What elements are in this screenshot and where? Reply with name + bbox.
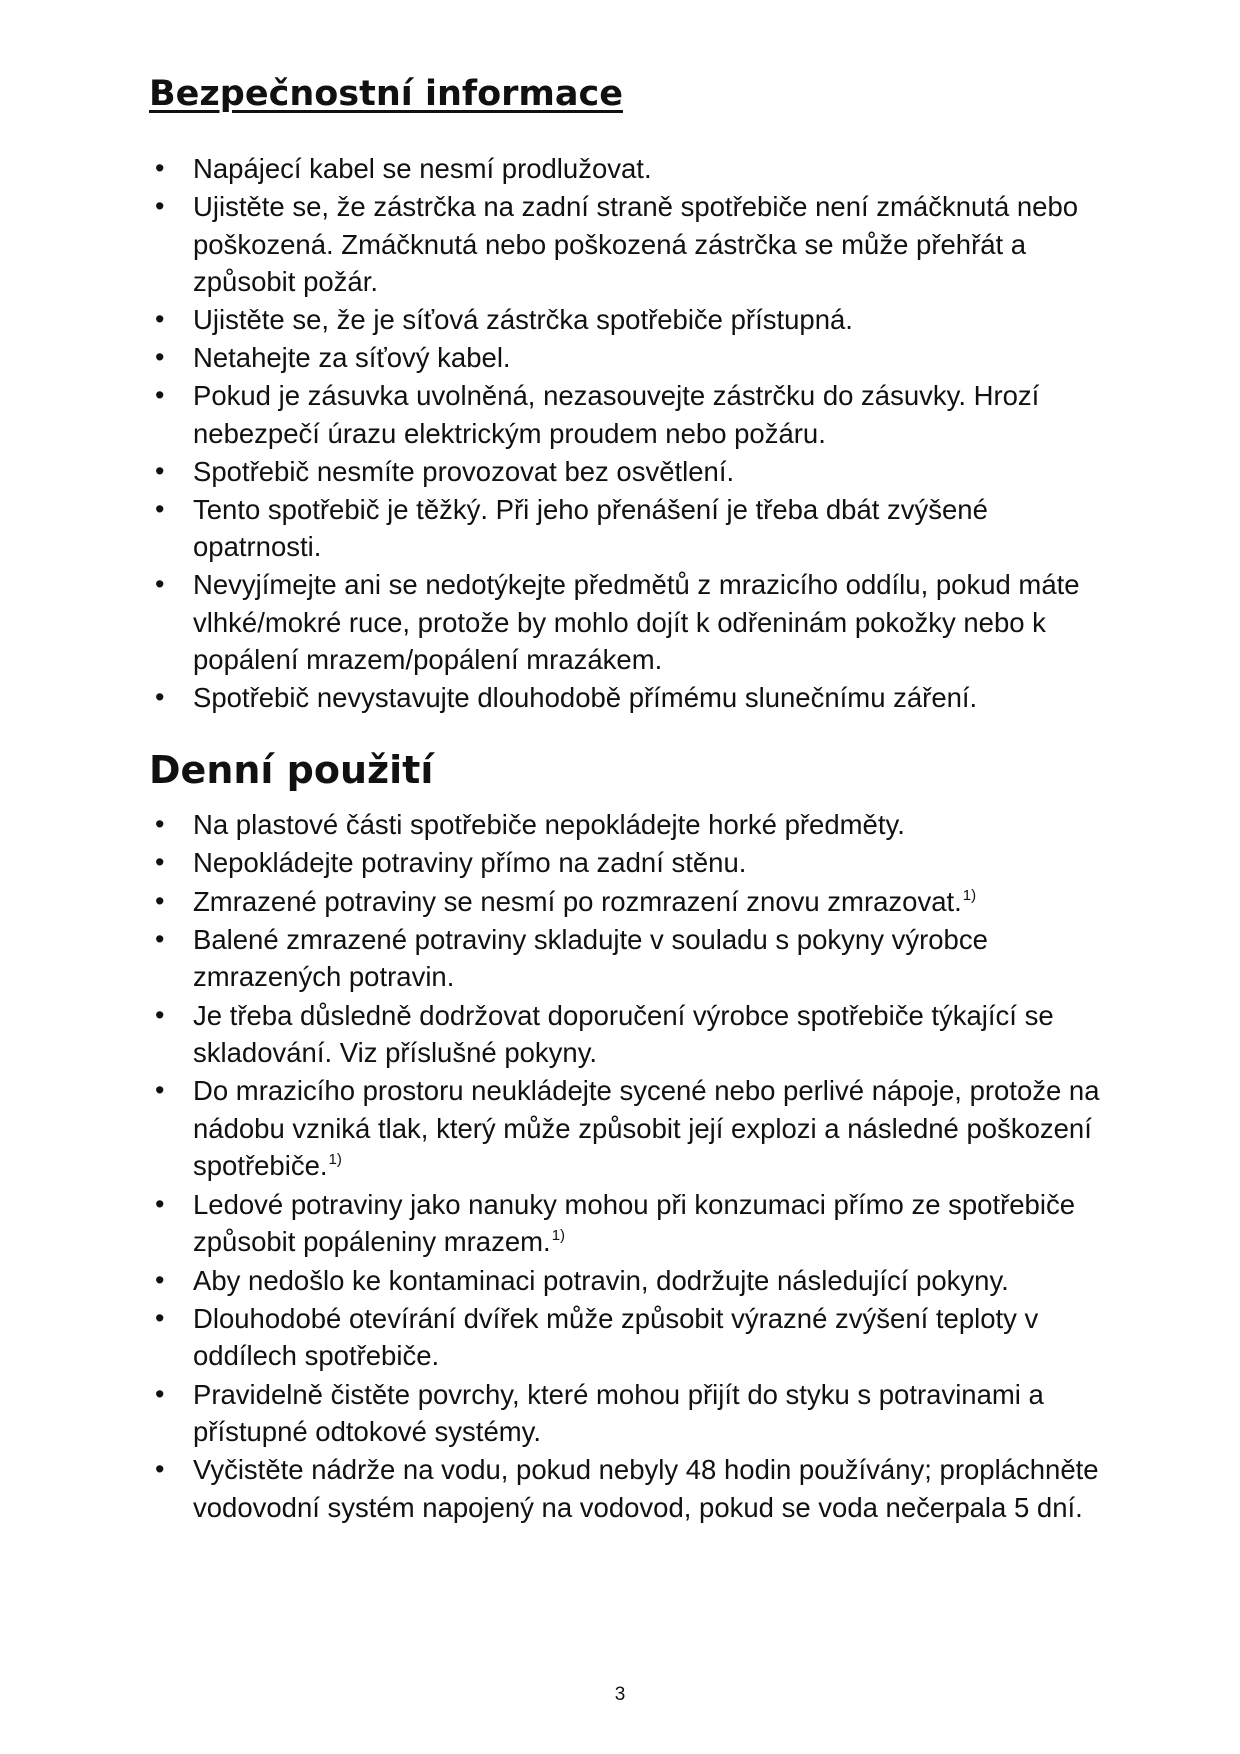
list-item: • Vyčistěte nádrže na vodu, pokud nebyly 48 hodin používány; propláchněte vodovodní systém napojený na vodovod, pokud se voda nečerpala 5 dní. <box>155 1451 1105 1526</box>
list-item: • Je třeba důsledně dodržovat doporučení výrobce spotřebiče týkající se skladování. Viz příslušné pokyny. <box>155 997 1105 1072</box>
safety-list <box>155 150 1105 717</box>
list-item: • Pokud je zásuvka uvolněná, nezasouvejte zástrčku do zásuvky. Hrozí nebezpečí úrazu elektrickým proudem nebo požáru. <box>155 377 1105 452</box>
list-item: • Ujistěte se, že zástrčka na zadní straně spotřebiče není zmáčknutá nebo poškozená. Zmáčknutá nebo poškozená zástrčka se může přehřát a způsobit požár. <box>155 188 1105 301</box>
list-item: • Pravidelně čistěte povrchy, které mohou přijít do styku s potravinami a přístupné odtokové systémy. <box>155 1376 1105 1451</box>
footnote-marker: 1) <box>551 1227 566 1245</box>
list-item: • Zmrazené potraviny se nesmí po rozmrazení znovu zmrazovat.$^{1)}$ <box>155 883 1105 921</box>
list-item: • Nevyjímejte ani se nedotýkejte předmětů z mrazicího oddílu, pokud máte vlhké/mokré ruce, protože by mohlo dojít k odřeninám pokožky nebo k popálení mrazem/popálení mrazákem. <box>155 566 1105 679</box>
list-item: • Spotřebič nesmíte provozovat bez osvětlení. <box>155 453 1105 491</box>
list-item: • Spotřebič nevystavujte dlouhodobě přímému slunečnímu záření. <box>155 679 1105 717</box>
list-item: • Do mrazicího prostoru neukládejte sycené nebo perlivé nápoje, protože na nádobu vzniká tlak, který může způsobit její explozi a následné poškození spotřebiče.$^{1)}$ <box>155 1072 1105 1185</box>
section-heading-daily: Denní použití <box>149 748 434 792</box>
list-item: • Aby nedošlo ke kontaminaci potravin, dodržujte následující pokyny. <box>155 1262 1105 1300</box>
section-heading-safety: Bezpečnostní informace <box>149 74 623 114</box>
page-number: 3 <box>614 1684 626 1705</box>
list-item: • Dlouhodobé otevírání dvířek může způsobit výrazné zvýšení teploty v oddílech spotřebiče. <box>155 1300 1105 1375</box>
list-item: • Tento spotřebič je těžký. Při jeho přenášení je třeba dbát zvýšené opatrnosti. <box>155 491 1105 566</box>
list-item: • Na plastové části spotřebiče nepokládejte horké předměty. <box>155 806 1105 844</box>
footnote-marker: 1) <box>328 1151 342 1169</box>
list-item: • Balené zmrazené potraviny skladujte v souladu s pokyny výrobce zmrazených potravin. <box>155 921 1105 996</box>
list-item: • Ledové potraviny jako nanuky mohou při konzumaci přímo ze spotřebiče způsobit popáleniny mrazem.$^{1)}$ <box>155 1186 1105 1261</box>
list-item: • Nepokládejte potraviny přímo na zadní stěnu. <box>155 844 1105 882</box>
list-item: • Ujistěte se, že je síťová zástrčka spotřebiče přístupná. <box>155 301 1105 339</box>
footnote-marker: 1) <box>962 886 977 904</box>
daily-use-list <box>155 806 1105 1527</box>
list-item: • Napájecí kabel se nesmí prodlužovat. <box>155 150 1105 188</box>
list-item: • Netahejte za síťový kabel. <box>155 339 1105 377</box>
